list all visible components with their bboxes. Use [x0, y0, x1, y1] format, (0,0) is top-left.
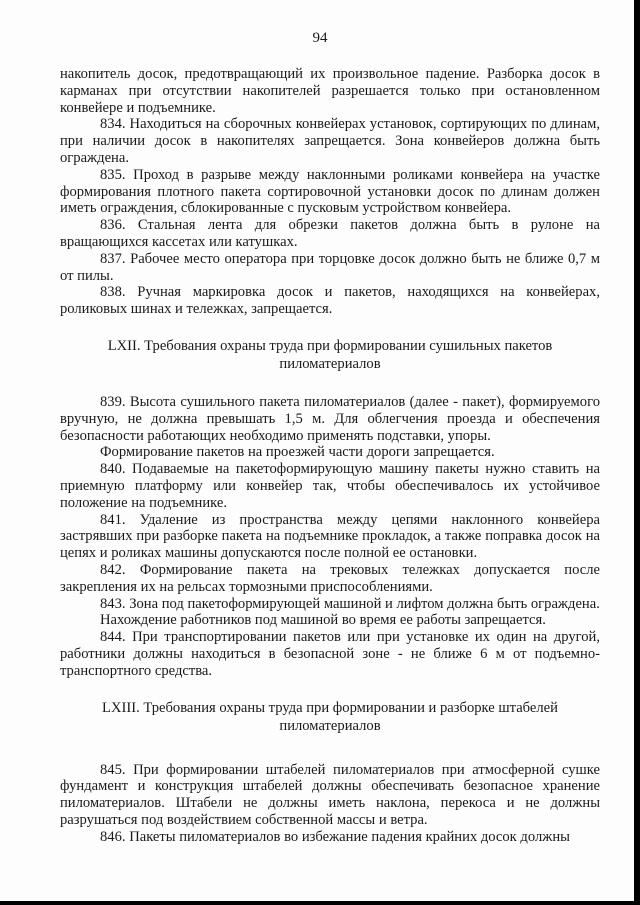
paragraph-835: 835. Проход в разрыве между наклонными роликами конвейера на участке формирования плотного пакета сортировочной установки досок по длинам должен иметь ограждения, сблокированные с пусковым устройством конвейера. [60, 166, 600, 217]
paragraph-843-note: Нахождение работников под машиной во время ее работы запрещается. [100, 612, 546, 629]
section-heading-lxii [60, 337, 600, 373]
paragraph-839-note: Формирование пакетов на проезжей части дороги запрещается. [100, 444, 495, 461]
paragraph-845: 845. При формировании штабелей пиломатериалов при атмосферной сушке фундамент и конструкция штабелей должны обеспечивать безопасное хранение пиломатериалов. Штабели не должны иметь наклона, перекоса и не должны разрушаться под воздействием собственной массы и ветра. [60, 761, 600, 828]
paragraph-841: 841. Удаление из пространства между цепями наклонного конвейера застрявших при разборке пакета на подъемнике прокладок, а также поправка досок на цепях и роликах машины допускаются после полной ее остановки. [60, 511, 600, 562]
paragraph-838: 838. Ручная маркировка досок и пакетов, находящихся на конвейерах, роликовых шинах и тележках, запрещается. [60, 284, 600, 318]
paragraph-842: 842. Формирование пакета на трековых тележках допускается после закрепления их на рельсах тормозными приспособлениями. [60, 561, 600, 595]
paragraph-844: 844. При транспортировании пакетов или при установке их один на другой, работники должны находиться в безопасной зоне - не ближе 6 м от подъемно-транспортного средства. [60, 629, 600, 679]
paragraph-839: 839. Высота сушильного пакета пиломатериалов (далее - пакет), формируемого вручную, не должна превышать 1,5 м. Для облегчения проезда и обеспечения безопасности работающих необходимо применять подставки, упоры. [60, 393, 600, 444]
page-number: 94 [312, 30, 328, 46]
section-heading-lxii-line2: пиломатериалов [279, 355, 381, 372]
paragraph-836: 836. Стальная лента для обрезки пакетов должна быть в рулоне на вращающихся кассетах или катушках. [60, 217, 600, 250]
section-heading-lxiii-line2: пиломатериалов [279, 717, 381, 734]
scan-edge-bottom [0, 901, 640, 905]
paragraph-837: 837. Рабочее место оператора при торцовке досок должно быть не ближе 0,7 м от пилы. [60, 250, 600, 284]
scan-edge-right [634, 0, 640, 905]
paragraph-840: 840. Подаваемые на пакетоформирующую машину пакеты нужно ставить на приемную платформу или конвейер так, чтобы обеспечивалось их устойчивое положение на подъемнике. [60, 461, 600, 511]
paragraph-843: 843. Зона под пакетоформирующей машиной и лифтом должна быть ограждена. [100, 595, 600, 612]
paragraph-continuation: накопитель досок, предотвращающий их произвольное падение. Разборка досок в карманах при отсутствии накопителей разрешается только при остановленном конвейере и подъемнике. [60, 66, 600, 116]
paragraph-846: 846. Пакеты пиломатериалов во избежание падения крайних досок должны [100, 828, 570, 845]
document-body [60, 66, 600, 845]
section-heading-lxiii [60, 699, 600, 735]
section-heading-lxiii-line1: LXIII. Требования охраны труда при формировании и разборке штабелей [102, 699, 558, 716]
paragraph-834: 834. Находиться на сборочных конвейерах установок, сортирующих по длинам, при наличии досок в накопителях запрещается. Зона конвейеров должна быть ограждена. [60, 116, 600, 166]
section-heading-lxii-line1: LXII. Требования охраны труда при формировании сушильных пакетов [107, 337, 553, 354]
